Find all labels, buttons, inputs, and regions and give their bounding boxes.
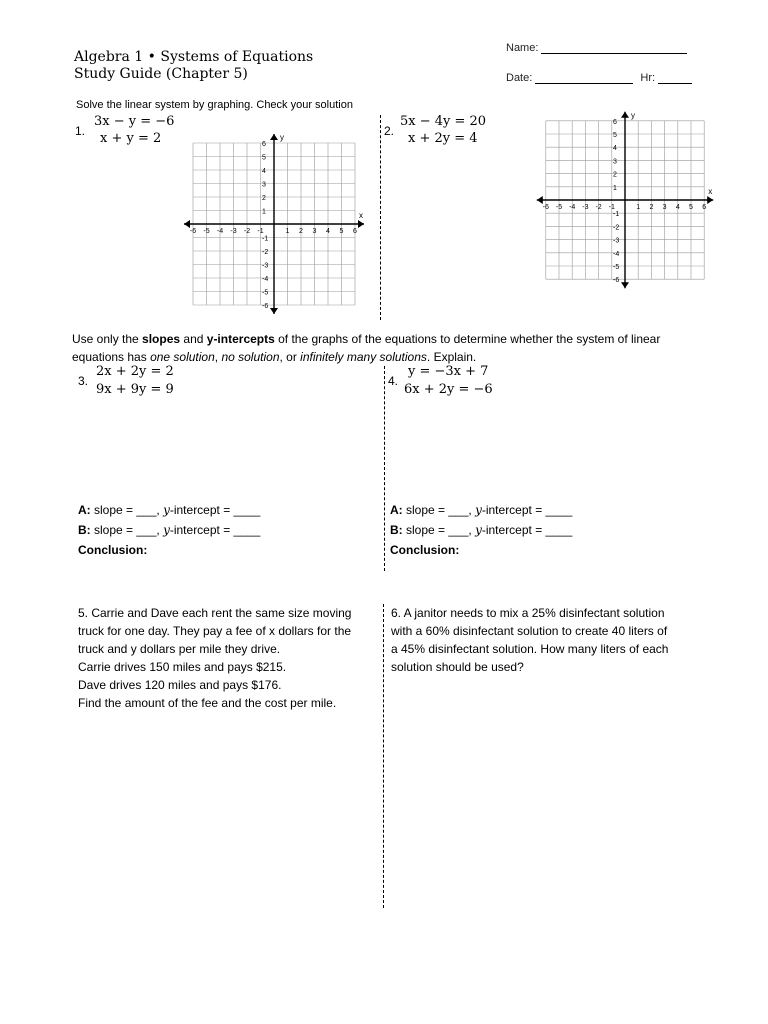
y-axis-label: y xyxy=(280,133,284,142)
title-line-2: Study Guide (Chapter 5) xyxy=(74,66,248,82)
x-tick-label: -6 xyxy=(542,204,549,211)
x-axis-arrow-right xyxy=(707,196,713,204)
problem-3-answers xyxy=(78,500,260,560)
x-tick-label: 4 xyxy=(675,204,680,211)
y-axis-arrow-down xyxy=(621,282,629,288)
y-tick-label: 6 xyxy=(613,118,617,126)
instr-part: Use only the xyxy=(72,332,143,346)
p5-line: Dave drives 120 miles and pays $176. xyxy=(78,678,282,692)
date-blank[interactable] xyxy=(535,73,633,84)
x-axis-arrow-left xyxy=(537,196,543,204)
problem-4-answers xyxy=(390,500,572,560)
x-axis-label: x xyxy=(708,187,713,196)
y-tick-label: 6 xyxy=(262,141,266,148)
title-line-1: Algebra 1 • Systems of Equations xyxy=(74,49,314,65)
x-tick-label: 2 xyxy=(649,204,654,211)
instr-part: of the graphs of the equations to determine whether the system of linear xyxy=(274,332,661,346)
instr-one-solution: one solution xyxy=(150,350,215,364)
p4-conclusion: Conclusion: xyxy=(390,543,460,557)
p3-line-b[interactable] xyxy=(78,520,260,540)
name-field[interactable] xyxy=(506,42,687,54)
x-tick-label: -5 xyxy=(203,228,210,235)
problem-3-eq1: 2x + 2y = 2 xyxy=(96,364,174,379)
p3-conclusion: Conclusion: xyxy=(78,543,148,557)
y-tick-label: 4 xyxy=(613,145,617,153)
coordinate-grid-1[interactable] xyxy=(180,128,370,318)
coordinate-grid-2[interactable] xyxy=(530,102,722,294)
p5-line: 5. Carrie and Dave each rent the same size moving xyxy=(78,606,352,620)
p5-line: truck and y dollars per mile they drive. xyxy=(78,642,281,656)
problem-4-eq1: y = −3x + 7 xyxy=(408,364,489,379)
graphing-instruction: Solve the linear system by graphing. Check your solution xyxy=(76,99,353,111)
p4-line-a[interactable] xyxy=(390,500,572,520)
problem-2-eq2: x + 2y = 4 xyxy=(408,131,478,146)
problem-5-text xyxy=(78,604,378,712)
slope-text: slope = ___, xyxy=(402,523,476,537)
intercept-text: -intercept = ____ xyxy=(169,523,261,537)
y-tick-label: 5 xyxy=(262,154,266,162)
x-tick-label: 5 xyxy=(689,204,693,211)
p6-line: 6. A janitor needs to mix a 25% disinfectant solution xyxy=(391,606,665,620)
y-tick-label: -5 xyxy=(613,264,620,271)
b-label: B: xyxy=(390,523,403,537)
y-tick-label: -1 xyxy=(613,211,620,219)
slope-text: slope = ___, xyxy=(90,503,164,517)
y-var: y xyxy=(163,503,170,517)
x-tick-label: -1 xyxy=(257,228,264,235)
problem-2-number: 2. xyxy=(384,124,395,138)
problem-2-eq1: 5x − 4y = 20 xyxy=(400,114,487,129)
y-tick-label: 3 xyxy=(613,158,617,166)
problem-1-number: 1. xyxy=(75,124,86,138)
y-var: y xyxy=(475,523,482,537)
problem-3-eq2: 9x + 9y = 9 xyxy=(96,382,174,397)
instr-slopes: slopes xyxy=(142,332,181,346)
x-tick-label: 2 xyxy=(299,228,303,235)
y-var: y xyxy=(475,503,482,517)
date-field[interactable] xyxy=(506,72,692,84)
y-tick-label: -2 xyxy=(613,224,620,232)
p6-line: with a 60% disinfectant solution to create 40 liters of xyxy=(391,624,668,638)
hr-label: Hr: xyxy=(640,72,656,84)
y-tick-label: 1 xyxy=(262,208,266,216)
x-tick-label: -3 xyxy=(582,204,589,211)
p3-line-a[interactable] xyxy=(78,500,260,520)
divider-3 xyxy=(383,604,384,908)
y-axis-label: y xyxy=(631,110,635,120)
problem-4-eq2: 6x + 2y = −6 xyxy=(404,382,493,397)
date-label: Date: xyxy=(506,72,533,84)
x-tick-label: 3 xyxy=(312,228,317,235)
b-label: B: xyxy=(78,523,91,537)
y-tick-label: 4 xyxy=(262,168,266,175)
y-tick-label: -3 xyxy=(613,237,620,245)
p4-line-b[interactable] xyxy=(390,520,572,540)
x-tick-label: -2 xyxy=(243,228,251,235)
y-tick-label: -4 xyxy=(613,250,620,258)
y-tick-label: 3 xyxy=(262,181,266,189)
x-tick-label: 4 xyxy=(326,228,330,235)
instr-part: equations has xyxy=(72,350,151,364)
x-tick-label: -1 xyxy=(608,204,615,211)
x-tick-label: 6 xyxy=(702,204,707,211)
slopes-instruction xyxy=(72,330,712,366)
x-tick-label: 5 xyxy=(339,228,344,235)
y-tick-label: -6 xyxy=(262,303,269,310)
divider-1 xyxy=(380,115,381,320)
instr-part: , xyxy=(214,350,222,364)
a-label: A: xyxy=(78,503,91,517)
y-tick-label: -4 xyxy=(262,276,269,283)
x-tick-label: 1 xyxy=(636,204,641,211)
hr-blank[interactable] xyxy=(658,73,692,84)
y-tick-label: -6 xyxy=(613,277,620,285)
x-tick-label: -2 xyxy=(595,204,602,211)
y-axis-arrow-up xyxy=(270,134,278,140)
instr-part: . Explain. xyxy=(426,350,477,364)
name-blank[interactable] xyxy=(541,43,687,54)
y-tick-label: -2 xyxy=(262,249,269,256)
intercept-text: -intercept = ____ xyxy=(481,523,573,537)
x-tick-label: -6 xyxy=(189,228,197,235)
name-label: Name: xyxy=(506,42,539,54)
problem-6-text xyxy=(391,604,701,676)
y-tick-label: -1 xyxy=(262,235,269,243)
x-axis-label: x xyxy=(359,211,363,220)
p5-line: truck for one day. They pay a fee of x dollars for the xyxy=(78,624,352,638)
x-tick-label: -4 xyxy=(216,228,224,235)
instr-part: and xyxy=(180,332,207,346)
p6-line: a 45% disinfectant solution. How many liters of each xyxy=(391,642,669,656)
x-tick-label: 6 xyxy=(353,228,357,235)
instr-no-solution: no solution xyxy=(221,350,280,364)
intercept-text: -intercept = ____ xyxy=(169,503,261,517)
p5-line: Find the amount of the fee and the cost per mile. xyxy=(78,696,337,710)
instr-part: , or xyxy=(279,350,301,364)
x-axis-arrow-right xyxy=(358,220,364,228)
p6-line: solution should be used? xyxy=(391,660,524,674)
y-tick-label: 2 xyxy=(613,171,617,179)
y-tick-label: 5 xyxy=(613,132,617,139)
x-tick-label: 3 xyxy=(662,204,667,211)
slope-text: slope = ___, xyxy=(402,503,476,517)
x-tick-label: -3 xyxy=(230,228,237,235)
x-tick-label: 1 xyxy=(285,228,290,235)
problem-1-eq2: x + y = 2 xyxy=(100,131,162,146)
y-axis-arrow-down xyxy=(270,308,278,314)
x-tick-label: -4 xyxy=(569,204,576,211)
p5-line: Carrie drives 150 miles and pays $215. xyxy=(78,660,287,674)
worksheet-title xyxy=(74,49,313,83)
y-tick-label: -3 xyxy=(262,262,269,270)
instr-intercepts: y-intercepts xyxy=(206,332,275,346)
a-label: A: xyxy=(390,503,403,517)
y-axis-arrow-up xyxy=(621,112,629,118)
y-tick-label: -5 xyxy=(262,289,269,297)
problem-1-eq1: 3x − y = −6 xyxy=(94,114,175,129)
problem-3-number: 3. xyxy=(78,374,89,388)
slope-text: slope = ___, xyxy=(90,523,164,537)
intercept-text: -intercept = ____ xyxy=(481,503,573,517)
divider-2 xyxy=(384,366,385,571)
x-tick-label: -5 xyxy=(555,204,563,211)
instr-infinite: infinitely many solutions xyxy=(300,350,427,364)
y-tick-label: 1 xyxy=(613,184,617,192)
y-var: y xyxy=(163,523,170,537)
problem-4-number: 4. xyxy=(388,374,399,388)
y-tick-label: 2 xyxy=(262,195,266,202)
x-axis-arrow-left xyxy=(184,220,190,228)
